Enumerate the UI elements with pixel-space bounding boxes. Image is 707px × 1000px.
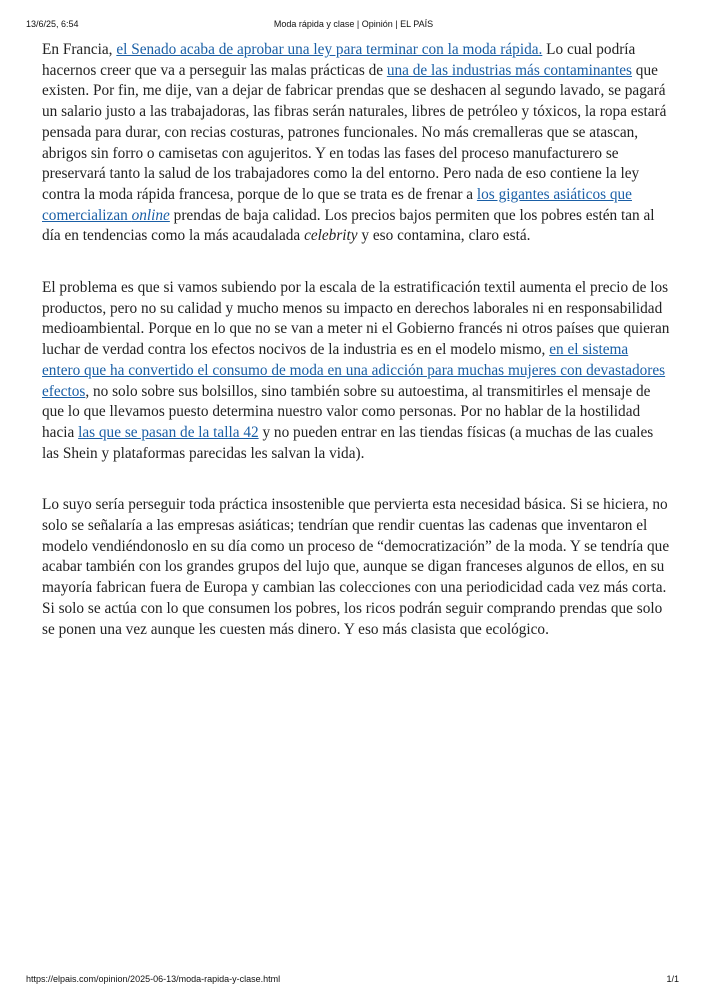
text: En Francia, (42, 41, 117, 58)
text: prendas de baja calidad. Los precios bajos permiten que los pobres estén tan al día en tendencias como la más acaudalada (42, 206, 655, 245)
paragraph-1 (42, 40, 670, 247)
link-sistema-consumo[interactable]: en el sistema entero que ha convertido el consumo de moda en una adicción para muchas mujeres con devastadores efectos (42, 341, 666, 400)
page-title: Moda rápida y clase | Opinión | EL PAÍS (273, 19, 434, 29)
paragraph-2 (42, 278, 670, 464)
paragraph-3 (42, 495, 670, 640)
article-body (42, 40, 670, 671)
link-industrias-contaminantes[interactable]: una de las industrias más contaminantes (386, 61, 632, 79)
link-senado-ley[interactable]: el Senado acaba de aprobar una ley para terminar con la moda rápida. (116, 41, 543, 58)
link-text: los gigantes asiáticos que comercializan (42, 185, 632, 224)
text: y no pueden entrar en las tiendas físicas (a muchas de las cuales las Shein y plataformas parecidas les salvan la vida). (42, 423, 654, 462)
text: y eso contamina, claro está. (357, 227, 531, 245)
text: Lo suyo sería perseguir toda práctica insostenible que pervierta esta necesidad básica. Si se hiciera, no solo se señalaría a las empresas asiáticas; tendrían que rendir cuentas las cadenas que inventaron el modelo vendiéndonoslo en su día como un proceso de “democratización” de la moda. Y se tendría que acabar también con los grandes grupos del lujo que, aunque se digan franceses algunos de ellos, en su mayoría fabrican fuera de Europa y cambian las colecciones con una periodicidad cada vez más corta. Si solo se actúa con lo que consumen los pobres, los ricos podrán seguir comprando prendas que solo se ponen una vez aunque les cuesten más dinero. Y eso más clasista que ecológico. (42, 496, 670, 638)
text: que existen. Por fin, me dije, van a dejar de fabricar prendas que se deshacen al segundo lavado, se pagará un salario justo a las trabajadoras, las fibras serán naturales, libres de petróleo y tóxicos, la ropa estará pensada para durar, con recias costuras, patrones funcionales. No más cremalleras que se atascan, abrigos sin forro o camisetas con agujeritos. Y en todas las fases del proceso manufacturero se preservará tanto la salud de los trabajadores como la del entorno. Pero nada de eso contiene la ley contra la moda rápida francesa, porque de lo que se trata es de frenar a (42, 61, 667, 203)
text: , no solo sobre sus bolsillos, sino también sobre su autoestima, al transmitirles el mensaje de que lo que llevamos puesto determina nuestro valor como personas. Por no hablar de la hostilidad hacia (42, 382, 651, 441)
page-number: 1/1 (666, 974, 679, 984)
page-url: https://elpais.com/opinion/2025-06-13/moda-rapida-y-clase.html (26, 974, 281, 984)
print-datetime: 13/6/25, 6:54 (26, 19, 79, 29)
italic-text: celebrity (304, 227, 358, 245)
text: El problema es que si vamos subiendo por la escala de la estratificación textil aumenta el precio de los productos, pero no su calidad y mucho menos su impacto en derechos laborales ni en responsabilidad medioambiental. Porque en lo que no se van a meter ni el Gobierno francés ni otros países que quieran luchar de verdad contra los efectos nocivos de la industria es en el modelo mismo, (42, 279, 670, 359)
text: Lo cual podría hacernos creer que va a perseguir las malas prácticas de (42, 41, 636, 79)
link-text-italic: online (131, 206, 170, 224)
link-talla-42[interactable]: las que se pasan de la talla 42 (78, 423, 259, 441)
